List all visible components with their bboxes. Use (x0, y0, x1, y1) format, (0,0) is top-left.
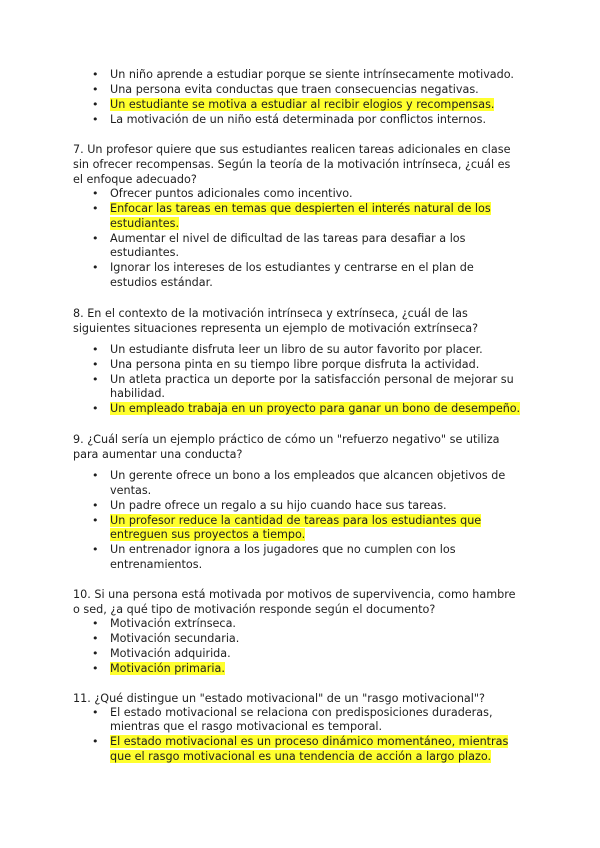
q9-question: 9. ¿Cuál sería un ejemplo práctico de cómo un "refuerzo negativo" se utiliza para aumentar una conducta? (73, 433, 500, 462)
q8-option-4-correct: • Un empleado trabaja en un proyecto para ganar un bono de desempeño. (110, 402, 522, 417)
q10-question: 10. Si una persona está motivada por motivos de supervivencia, como hambre o sed, ¿a qué tipo de motivación responde según el documento? (73, 587, 516, 616)
q8-option-2: • Una persona pinta en su tiempo libre porque disfruta la actividad. (110, 358, 522, 373)
q8-option-3: • Un atleta practica un deporte por la satisfacción personal de mejorar su habilidad. (110, 373, 522, 402)
q11-option-1: • El estado motivacional se relaciona con predisposiciones duraderas, mientras que el rasgo motivacional es temporal. (110, 706, 522, 735)
q9-options (73, 469, 522, 572)
q10-options (73, 617, 522, 677)
q9-option-1: • Un gerente ofrece un bono a los empleados que alcancen objetivos de ventas. (110, 469, 522, 498)
q7-option-1: • Ofrecer puntos adicionales como incentivo. (110, 187, 522, 202)
q10-option-4-correct: • Motivación primaria. (110, 662, 522, 677)
q6-option-2: • Una persona evita conductas que traen consecuencias negativas. (110, 83, 522, 98)
q9-option-4: • Un entrenador ignora a los jugadores que no cumplen con los entrenamientos. (110, 543, 522, 572)
q8-options (73, 343, 522, 417)
q8-option-1: • Un estudiante disfruta leer un libro de su autor favorito por placer. (110, 343, 522, 358)
q11-options (73, 706, 522, 765)
q11-option-2-correct: • El estado motivacional es un proceso dinámico momentáneo, mientras que el rasgo motivacional es una tendencia de acción a largo plazo. (110, 735, 522, 764)
q7-options (73, 187, 522, 290)
q8-question: 8. En el contexto de la motivación intrínseca y extrínseca, ¿cuál de las siguientes situaciones representa un ejemplo de motivación extrínseca? (73, 306, 479, 335)
q6-option-4: • La motivación de un niño está determinada por conflictos internos. (110, 113, 522, 128)
q10-option-1: • Motivación extrínseca. (110, 617, 522, 632)
q6-option-3-correct: • Un estudiante se motiva a estudiar al recibir elogios y recompensas. (110, 98, 522, 113)
q9-option-2: • Un padre ofrece un regalo a su hijo cuando hace sus tareas. (110, 499, 522, 514)
q6-options (73, 68, 522, 128)
q6-option-1: • Un niño aprende a estudiar porque se siente intrínsecamente motivado. (110, 68, 522, 83)
q7-option-2-correct: • Enfocar las tareas en temas que despierten el interés natural de los estudiantes. (110, 202, 522, 231)
q10-option-2: • Motivación secundaria. (110, 632, 522, 647)
q10-option-3: • Motivación adquirida. (110, 647, 522, 662)
q9-option-3-correct: • Un profesor reduce la cantidad de tareas para los estudiantes que entreguen sus proyectos a tiempo. (110, 514, 522, 543)
q11-question: 11. ¿Qué distingue un "estado motivacional" de un "rasgo motivacional"? (73, 691, 485, 705)
q7-option-3: • Aumentar el nivel de dificultad de las tareas para desafiar a los estudiantes. (110, 232, 522, 261)
q7-question: 7. Un profesor quiere que sus estudiantes realicen tareas adicionales en clase sin ofrecer recompensas. Según la teoría de la motivación intrínseca, ¿cuál es el enfoque adecuado? (73, 142, 511, 186)
q7-option-4: • Ignorar los intereses de los estudiantes y centrarse en el plan de estudios estándar. (110, 261, 522, 290)
